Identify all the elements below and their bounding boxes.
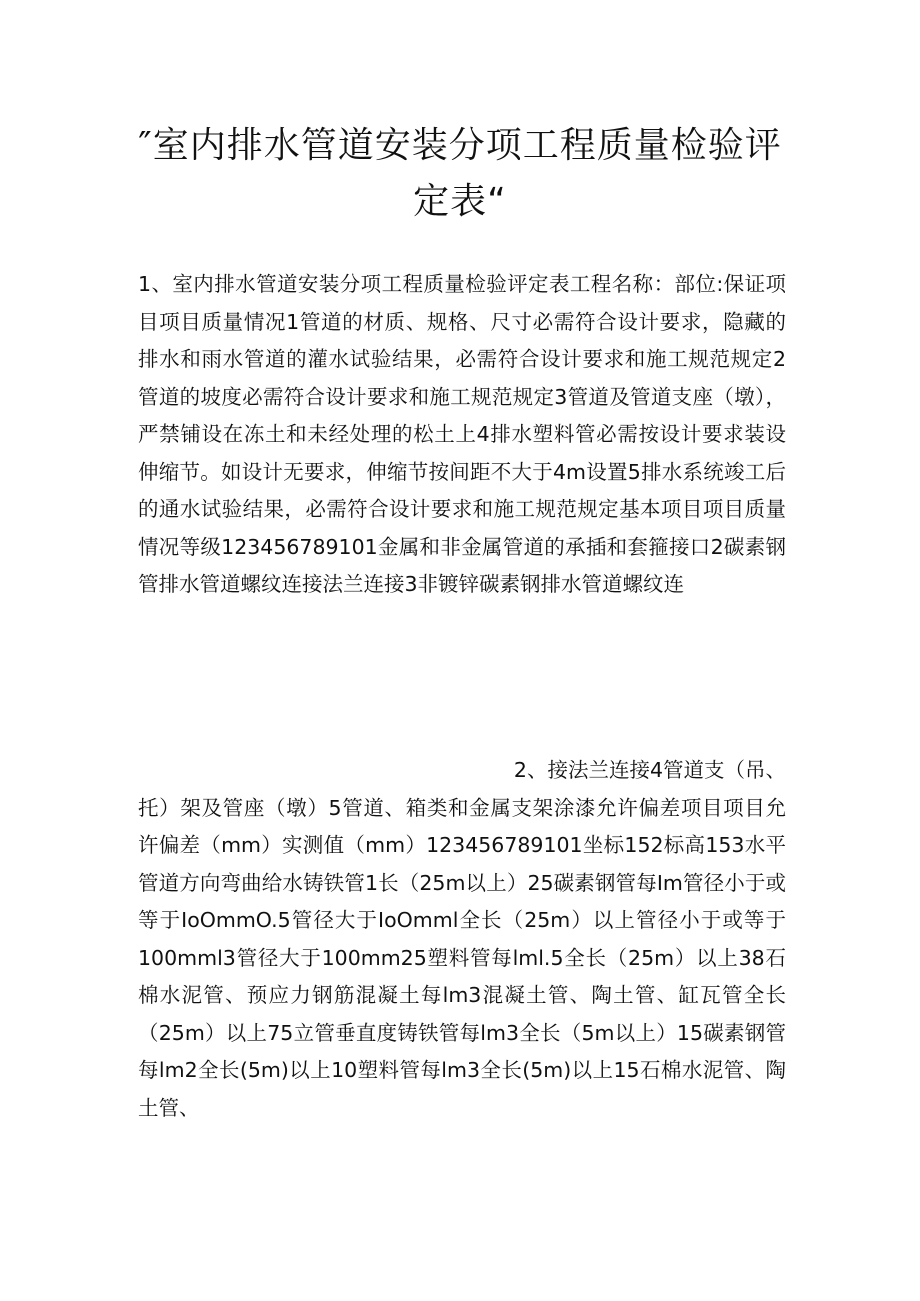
document-title: ″室内排水管道安装分项工程质量检验评定表“	[138, 125, 782, 222]
paragraph-1: 1、室内排水管道安装分项工程质量检验评定表工程名称：部位:保证项目项目质量情况1管道的材质、规格、尺寸必需符合设计要求，隐藏的排水和雨水管道的灌水试验结果，必需符合设计要求和施工规范规定2管道的坡度必需符合设计要求和施工规范规定3管道及管道支座（墩），严禁铺设在冻土和未经处理的松土上4排水塑料管必需按设计要求装设伸缩节。如设计无要求，伸缩节按间距不大于4m设置5排水系统竣工后的通水试验结果，必需符合设计要求和施工规范规定基本项目项目质量情况等级123456789101金属和非金属管道的承插和套箍接口2碳素钢管排水管道螺纹连接法兰连接3非镀锌碳素钢排水管道螺纹连	[138, 272, 786, 596]
paragraph-2	[138, 752, 786, 1127]
paragraph-2-rest: 托）架及管座（墩）5管道、箱类和金属支架涂漆允许偏差项目项目允许偏差（mm）实测值（mm）123456789101坐标152标高153水平管道方向弯曲给水铸铁管1长（25m以上）25碳素钢管每Im管径小于或等于IoOmmO.5管径大于IoOmml全长（25m）以上管径小于或等于100mml3管径大于100mm25塑料管每lml.5全长（25m）以上38石棉水泥管、预应力钢筋混凝土每lm3混凝土管、陶土管、缸瓦管全长（25m）以上75立管垂直度铸铁管每lm3全长（5m以上）15碳素钢管每lm2全长(5m)以上10塑料管每lm3全长(5m)以上15石棉水泥管、陶土管、	[138, 795, 786, 1120]
paragraph-2-lead: 2、接法兰连接4管道支（吊、	[513, 758, 786, 782]
